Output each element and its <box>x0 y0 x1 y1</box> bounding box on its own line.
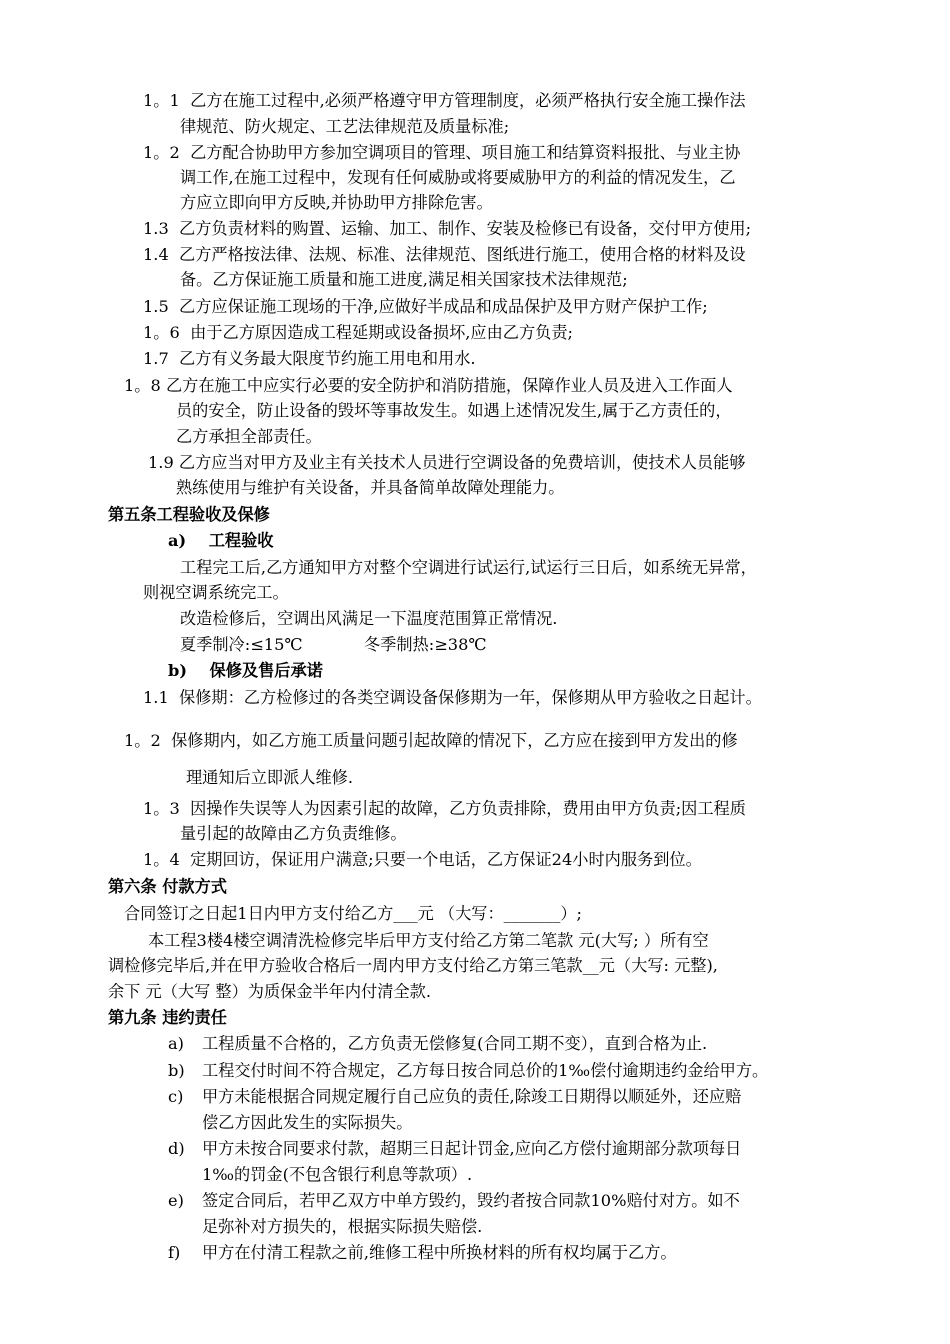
breach-item-e-line-1: 签定合同后，若甲乙双方中单方毁约，毁约者按合同款10%赔付对方。如不 <box>202 1191 740 1210</box>
section-5-sub-b: b) 保修及售后承诺 <box>168 661 323 680</box>
item-1-4-line-2: 备。乙方保证施工质量和施工进度,满足相关国家技术法律规范; <box>180 270 628 289</box>
temperature-note: 改造检修后，空调出风满足一下温度范围算正常情况. <box>180 609 558 628</box>
acceptance-para-line-1: 工程完工后,乙方通知甲方对整个空调进行试运行,试运行三日后，如系统无异常， <box>180 558 757 577</box>
breach-item-d-line-2: 1‰的罚金(不包含银行利息等款项）. <box>202 1165 473 1184</box>
warranty-item-1-3-line-2: 量引起的故障由乙方负责维修。 <box>180 824 407 843</box>
section-9-heading: 第九条 违约责任 <box>108 1008 227 1027</box>
acceptance-para-line-2: 则视空调系统完工。 <box>143 583 289 602</box>
breach-item-f-label: f) <box>168 1243 181 1262</box>
item-1-1-line-1: 1。1 乙方在施工过程中,必须严格遵守甲方管理制度，必须严格执行安全施工操作法 <box>143 91 746 110</box>
item-1-7-line-1: 1.7 乙方有义务最大限度节约施工用电和用水. <box>143 349 476 368</box>
item-1-8-line-1: 1。8 乙方在施工中应实行必要的安全防护和消防措施，保障作业人员及进入工作面人 <box>124 376 733 395</box>
breach-item-c-label: c) <box>168 1087 184 1106</box>
item-1-2-line-3: 方应立即向甲方反映,并协助甲方排除危害。 <box>180 193 493 212</box>
warranty-item-1-2-line-2: 理通知后立即派人维修. <box>186 768 354 787</box>
breach-item-f-line-1: 甲方在付清工程款之前,维修工程中所换材料的所有权均属于乙方。 <box>202 1243 677 1262</box>
item-1-1-line-2: 律规范、防火规定、工艺法律规范及质量标准; <box>180 117 510 136</box>
item-1-8-line-2: 员的安全，防止设备的毁坏等事故发生。如遇上述情况发生,属于乙方责任的， <box>176 401 732 420</box>
breach-item-c-line-1: 甲方未能根据合同规定履行自己应负的责任,除竣工日期得以顺延外，还应赔 <box>202 1087 742 1106</box>
summer-cooling: 夏季制冷:≤15℃ <box>180 635 303 654</box>
section-6-heading: 第六条 付款方式 <box>108 877 227 896</box>
warranty-item-1-4: 1。4 定期回访，保证用户满意;只要一个电话，乙方保证24小时内服务到位。 <box>143 850 702 869</box>
breach-item-b-label: b) <box>168 1061 185 1080</box>
item-1-8-line-3: 乙方承担全部责任。 <box>176 427 322 446</box>
section-5-heading: 第五条工程验收及保修 <box>108 505 270 524</box>
item-1-2-line-1: 1。2 乙方配合协助甲方参加空调项目的管理、项目施工和结算资料报批、与业主协 <box>143 143 741 162</box>
breach-item-b-line-1: 工程交付时间不符合规定，乙方每日按合同总价的1‰偿付逾期违约金给甲方。 <box>202 1061 769 1080</box>
breach-item-e-line-2: 足弥补对方损失的，根据实际损失赔偿. <box>202 1217 483 1236</box>
item-1-9-line-2: 熟练使用与维护有关设备，并具备简单故障处理能力。 <box>176 478 565 497</box>
warranty-item-1-1: 1.1 保修期：乙方检修过的各类空调设备保修期为一年，保修期从甲方验收之日起计。 <box>143 688 762 707</box>
breach-item-d-label: d) <box>168 1139 185 1158</box>
item-1-6-line-1: 1。6 由于乙方原因造成工程延期或设备损坏,应由乙方负责; <box>143 323 574 342</box>
item-1-5-line-1: 1.5 乙方应保证施工现场的干净,应做好半成品和成品保护及甲方财产保护工作; <box>143 297 708 316</box>
warranty-item-1-2-line-1: 1。2 保修期内，如乙方施工质量问题引起故障的情况下，乙方应在接到甲方发出的修 <box>124 731 738 750</box>
payment-line-3: 调检修完毕后,并在甲方验收合格后一周内甲方支付给乙方第三笔款__元（大写: 元整), <box>108 956 718 975</box>
breach-item-a-line-1: 工程质量不合格的，乙方负责无偿修复(合同工期不变），直到合格为止. <box>202 1034 708 1053</box>
payment-line-1: 合同签订之日起1日内甲方支付给乙方___元 （大写：_______）; <box>124 904 582 923</box>
breach-item-e-label: e) <box>168 1191 184 1210</box>
section-5-sub-a: a) 工程验收 <box>168 531 274 550</box>
winter-heating: 冬季制热:≥38℃ <box>364 635 487 654</box>
item-1-3-line-1: 1.3 乙方负责材料的购置、运输、加工、制作、安装及检修已有设备，交付甲方使用; <box>143 219 752 238</box>
payment-line-2: 本工程3楼4楼空调清洗检修完毕后甲方支付给乙方第二笔款 元(大写; ）所有空 <box>148 931 709 950</box>
warranty-item-1-3-line-1: 1。3 因操作失误等人为因素引起的故障，乙方负责排除，费用由甲方负责;因工程质 <box>143 799 746 818</box>
breach-item-d-line-1: 甲方未按合同要求付款，超期三日起计罚金,应向乙方偿付逾期部分款项每日 <box>202 1139 742 1158</box>
item-1-2-line-2: 调工作,在施工过程中，发现有任何威胁或将要威胁甲方的利益的情况发生，乙 <box>180 168 736 187</box>
payment-line-4: 余下 元（大写 整）为质保金半年内付清全款. <box>108 982 431 1001</box>
breach-item-c-line-2: 偿乙方因此发生的实际损失。 <box>202 1113 413 1132</box>
item-1-9-line-1: 1.9 乙方应当对甲方及业主有关技术人员进行空调设备的免费培训，使技术人员能够 <box>148 453 746 472</box>
item-1-4-line-1: 1.4 乙方严格按法律、法规、标准、法律规范、图纸进行施工，使用合格的材料及设 <box>143 245 746 264</box>
breach-item-a-label: a) <box>168 1034 184 1053</box>
